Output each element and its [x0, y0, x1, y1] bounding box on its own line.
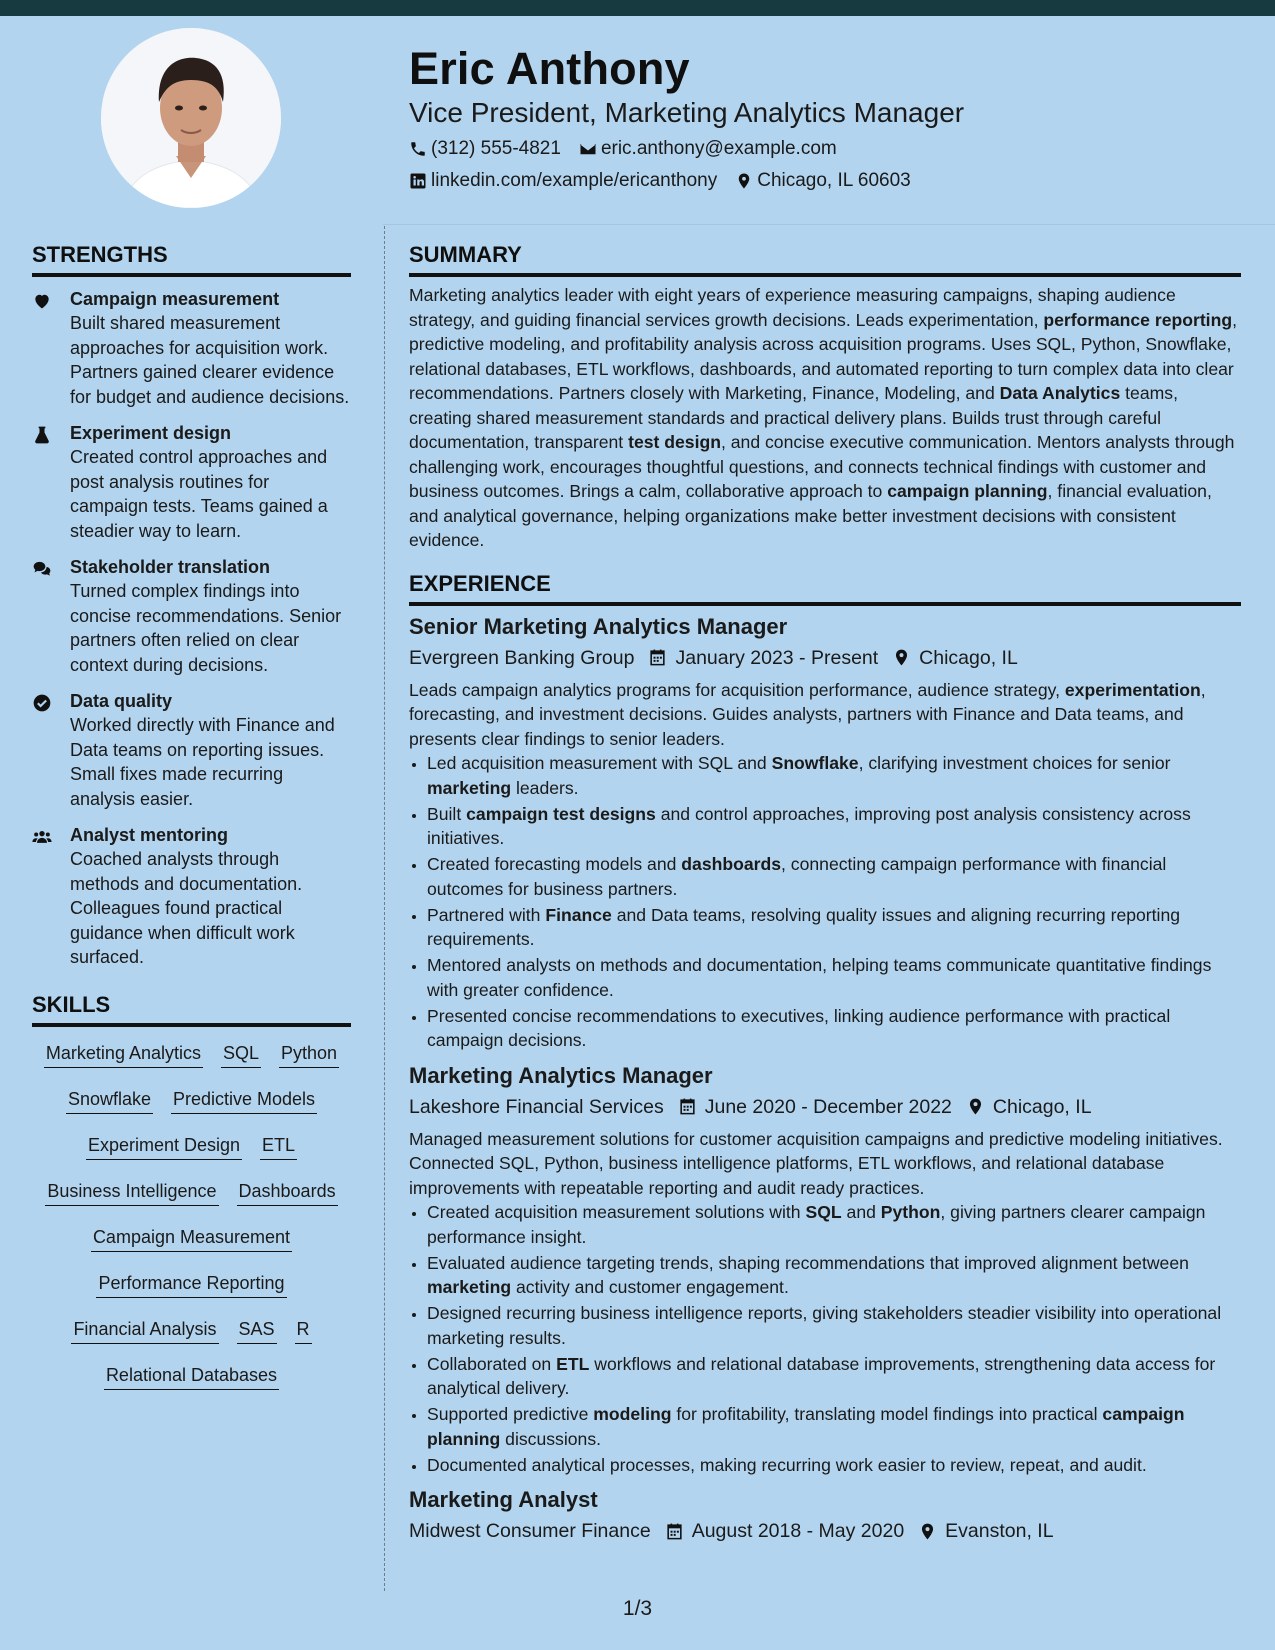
location-text: Chicago, IL 60603	[757, 170, 911, 191]
job-title: Senior Marketing Analytics Manager	[409, 613, 788, 639]
skill-tag: Business Intelligence	[45, 1179, 218, 1206]
job-bullet: • Presented concise recommendations to executives, linking audience performance with practical campaign decisions.	[427, 1004, 1241, 1053]
location-text: Evanston, IL	[945, 1520, 1054, 1542]
strength-desc: Created control approaches and post analysis routines for campaign tests. Teams gained a steadier way to learn.	[70, 447, 328, 541]
users-icon	[32, 827, 52, 847]
flask-icon	[32, 425, 52, 445]
strengths-heading: STRENGTHS	[32, 238, 351, 277]
profile-photo-image	[101, 28, 281, 208]
job-meta	[409, 1515, 1241, 1547]
column-divider	[384, 226, 385, 1591]
dates-text: August 2018 - May 2020	[691, 1520, 905, 1542]
job-description: Managed measurement solutions for customer acquisition campaigns and predictive modeling initiatives. Connected SQL, Python, business intelligence platforms, ETL workflows, and relational database improvements with repeatable reporting and audit ready practices.	[409, 1128, 1223, 1198]
email-text: eric.anthony@example.com	[600, 138, 837, 159]
job-location	[966, 1091, 1092, 1123]
strength-desc: Built shared measurement approaches for acquisition work. Partners gained clearer evidence for budget and audience decisions.	[70, 313, 350, 407]
strength-item	[32, 421, 351, 543]
job-description: Leads campaign analytics programs for acquisition performance, audience strategy, experimentation, forecasting, and investment decisions. Guides analysts, partners with Finance and Data teams, and presents clear findings to senior leaders.	[409, 679, 1206, 749]
job-dates	[648, 642, 878, 674]
left-column	[32, 238, 351, 1409]
contact-location	[735, 166, 911, 196]
summary-text: Marketing analytics leader with eight years of experience measuring campaigns, shaping audience strategy, and guiding financial services growth decisions. Leads experimentation, performance reporting, predictive modeling, and profitability analysis across acquisition programs. Uses SQL, Python, Snowflake, relational databases, ETL workflows, dashboards, and automated reporting to turn complex data into clear recommendations. Partners closely with Marketing, Finance, Modeling, and Data Analytics teams, creating shared measurement standards and practical delivery plans. Builds trust through careful documentation, transparent test design, and concise executive communication. Mentors analysts through challenging work, encourages thoughtful questions, and connects technical findings with customer and business outcomes. Brings a calm, collaborative approach to campaign planning, financial evaluation, and analytical governance, helping organizations make better investment decisions with consistent evidence.	[409, 285, 1237, 550]
job-company	[409, 1091, 664, 1123]
strength-item	[32, 555, 351, 677]
skill-tag: Campaign Measurement	[91, 1225, 292, 1252]
phone-icon	[409, 140, 427, 158]
job-bullet: • Led acquisition measurement with SQL and Snowflake, clarifying investment choices for senior marketing leaders.	[427, 751, 1241, 800]
strength-title: Stakeholder translation	[70, 557, 271, 577]
job-entry	[409, 1485, 1241, 1547]
company-text: Lakeshore Financial Services	[409, 1095, 664, 1118]
map-pin-icon	[735, 172, 753, 190]
job-bullet: • Evaluated audience targeting trends, shaping recommendations that improved alignment between marketing activity and customer engagement.	[427, 1251, 1241, 1300]
calendar-icon	[648, 648, 667, 667]
job-dates	[678, 1091, 952, 1123]
strength-title: Experiment design	[70, 423, 232, 443]
skill-tag: Python	[279, 1041, 339, 1068]
calendar-icon	[665, 1522, 684, 1541]
skill-tag: SQL	[221, 1041, 261, 1068]
strength-title: Analyst mentoring	[70, 825, 229, 845]
job-bullets	[409, 1200, 1241, 1477]
job-bullet: • Created forecasting models and dashboards, connecting campaign performance with financial outcomes for business partners.	[427, 852, 1241, 901]
contact-linkedin[interactable]	[409, 166, 717, 196]
candidate-title: Vice President, Marketing Analytics Manager	[409, 97, 965, 128]
job-meta	[409, 642, 1241, 674]
job-meta	[409, 1091, 1241, 1123]
job-entry	[409, 612, 1241, 1053]
linkedin-icon	[409, 172, 427, 190]
linkedin-text: linkedin.com/example/ericanthony	[431, 170, 718, 191]
skill-tag: Experiment Design	[86, 1133, 242, 1160]
skills-heading: SKILLS	[32, 988, 351, 1027]
envelope-icon	[579, 140, 597, 158]
phone-text: (312) 555-4821	[431, 138, 561, 159]
check-circle-icon	[32, 693, 52, 713]
job-company	[409, 1515, 651, 1547]
job-bullet: • Supported predictive modeling for profitability, translating model findings into practical campaign planning discussions.	[427, 1402, 1241, 1451]
contact-row-1	[409, 134, 1239, 164]
dates-text: June 2020 - December 2022	[704, 1095, 952, 1118]
summary-heading: SUMMARY	[409, 238, 1241, 277]
skill-tag: ETL	[260, 1133, 297, 1160]
profile-photo	[101, 28, 281, 208]
job-company	[409, 642, 634, 674]
strength-title: Data quality	[70, 691, 173, 711]
job-dates	[665, 1515, 904, 1547]
skill-tag: Dashboards	[237, 1179, 338, 1206]
strength-item	[32, 823, 351, 970]
calendar-icon	[678, 1097, 697, 1116]
skill-tag: Predictive Models	[171, 1087, 317, 1114]
top-accent-bar	[0, 0, 1275, 16]
resume-header	[409, 40, 1239, 196]
comments-icon	[32, 559, 52, 579]
skill-tag: Relational Databases	[104, 1363, 279, 1390]
strength-desc: Coached analysts through methods and documentation. Colleagues found practical guidance when difficult work surfaced.	[70, 849, 303, 967]
job-bullet: • Partnered with Finance and Data teams, resolving quality issues and aligning recurring reporting requirements.	[427, 903, 1241, 952]
skill-tag: Financial Analysis	[71, 1317, 218, 1344]
strength-item	[32, 287, 351, 409]
location-text: Chicago, IL	[919, 646, 1018, 669]
job-bullet: • Designed recurring business intelligence reports, giving stakeholders steadier visibility into operational marketing results.	[427, 1301, 1241, 1350]
skill-tag: Performance Reporting	[96, 1271, 286, 1298]
skill-tag: SAS	[237, 1317, 277, 1344]
right-column	[409, 238, 1241, 1547]
company-text: Evergreen Banking Group	[409, 646, 635, 669]
header-divider	[383, 224, 1275, 225]
job-bullet: • Documented analytical processes, making recurring work easier to review, repeat, and audit.	[427, 1453, 1241, 1478]
strength-title: Campaign measurement	[70, 289, 280, 309]
contact-email[interactable]	[579, 134, 837, 164]
experience-list	[409, 612, 1241, 1548]
map-pin-icon	[966, 1097, 985, 1116]
job-title: Marketing Analyst	[409, 1487, 598, 1512]
skill-tag: R	[295, 1317, 312, 1344]
skill-tag: Marketing Analytics	[44, 1041, 203, 1068]
strength-desc: Turned complex findings into concise recommendations. Senior partners often relied on clear context during decisions.	[70, 581, 342, 675]
job-bullet: • Mentored analysts on methods and documentation, helping teams communicate quantitative findings with greater confidence.	[427, 953, 1241, 1002]
map-pin-icon	[892, 648, 911, 667]
job-title: Marketing Analytics Manager	[409, 1062, 713, 1088]
contact-phone[interactable]	[409, 134, 561, 164]
strength-desc: Worked directly with Finance and Data teams on reporting issues. Small fixes made recurring analysis easier.	[70, 715, 335, 809]
strength-item	[32, 689, 351, 811]
dates-text: January 2023 - Present	[675, 646, 879, 669]
location-text: Chicago, IL	[992, 1095, 1092, 1118]
heart-icon	[32, 291, 52, 311]
job-bullet: • Collaborated on ETL workflows and relational database improvements, strengthening data access for analytical delivery.	[427, 1352, 1241, 1401]
job-bullet: • Built campaign test designs and control approaches, improving post analysis consistency across initiatives.	[427, 802, 1241, 851]
experience-heading: EXPERIENCE	[409, 567, 1241, 606]
job-location	[892, 642, 1018, 674]
job-location	[918, 1515, 1053, 1547]
map-pin-icon	[918, 1522, 937, 1541]
job-bullets	[409, 751, 1241, 1053]
contact-row-2	[409, 166, 1239, 196]
job-entry	[409, 1061, 1241, 1478]
skills-list	[32, 1037, 351, 1409]
candidate-name: Eric Anthony	[409, 43, 690, 94]
skill-tag: Snowflake	[66, 1087, 153, 1114]
company-text: Midwest Consumer Finance	[409, 1520, 651, 1542]
job-bullet: • Created acquisition measurement solutions with SQL and Python, giving partners clearer campaign performance insight.	[427, 1200, 1241, 1249]
page-number: 1/3	[622, 1597, 653, 1620]
